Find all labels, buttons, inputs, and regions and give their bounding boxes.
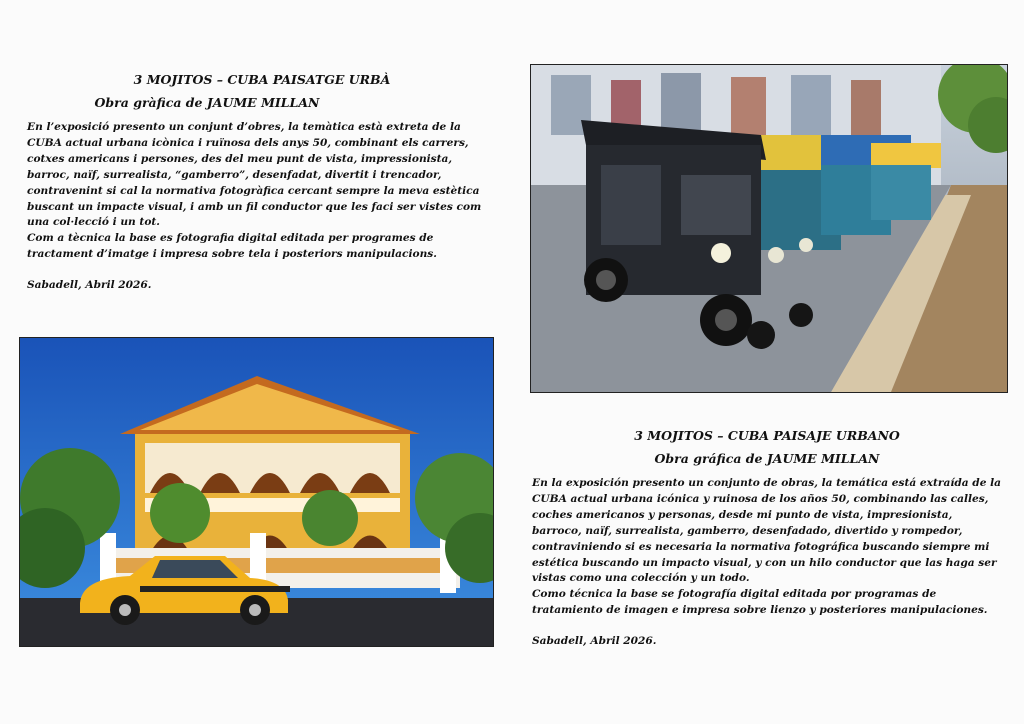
- house-artwork: [19, 337, 494, 647]
- spanish-title: 3 MOJITOS – CUBA PAISAJE URBANO: [634, 428, 900, 443]
- catalan-title: 3 MOJITOS – CUBA PAISATGE URBÀ: [133, 72, 391, 87]
- tricycles-artwork: [530, 64, 1008, 393]
- catalan-body: En l’exposició presento un conjunt d’obres, la temàtica està extreta de la CUBA actual urbana icònica i ruïnosa dels anys 50, combinant els carrers, cotxes americans i persones, des del meu punt de vista, impressionista, barroc, naïf, surrealista, “gamberro”, desenfadat, divertit i trencador, contravenint si cal la normativa fotogràfica cercant sempre la meva estètica buscant un impacte visual, i amb un fil conductor que les faci ser vistes com una col·lecció i un tot. Com a tècnica la base es fotografia digital editada per programes de tractament d’imatge i impresa sobre tela i posteriors manipulacions.: [27, 121, 482, 261]
- catalan-text-block: [27, 72, 497, 291]
- tricycles-artwork-svg: [531, 65, 1007, 392]
- catalan-signature: Sabadell, Abril 2026.: [27, 279, 152, 292]
- catalan-subtitle: Obra gràfica de JAUME MILLAN: [94, 95, 320, 110]
- spanish-text-block: [532, 428, 1012, 647]
- spanish-body: En la exposición presento un conjunto de obras, la temática está extraída de la CUBA actual urbana icónica y ruinosa de los años 50, combinando las calles, coches americanos y personas, desde mi punto de vista, impresionista, barroco, naïf, surrealista, gamberro, desenfadado, divertido y rompedor, contraviniendo si es necesaria la normativa fotográfica buscando siempre mi estética buscando un impacto visual, y con un hilo conductor que las haga ser vistas como una colección y un todo. Como técnica la base se fotografía digital editada por programas de tratamiento de imagen e impresa sobre lienzo y posteriores manipulaciones.: [532, 477, 1002, 617]
- spanish-signature: Sabadell, Abril 2026.: [532, 635, 657, 648]
- spanish-subtitle: Obra gráfica de JAUME MILLAN: [654, 451, 880, 466]
- house-artwork-svg: [20, 338, 493, 646]
